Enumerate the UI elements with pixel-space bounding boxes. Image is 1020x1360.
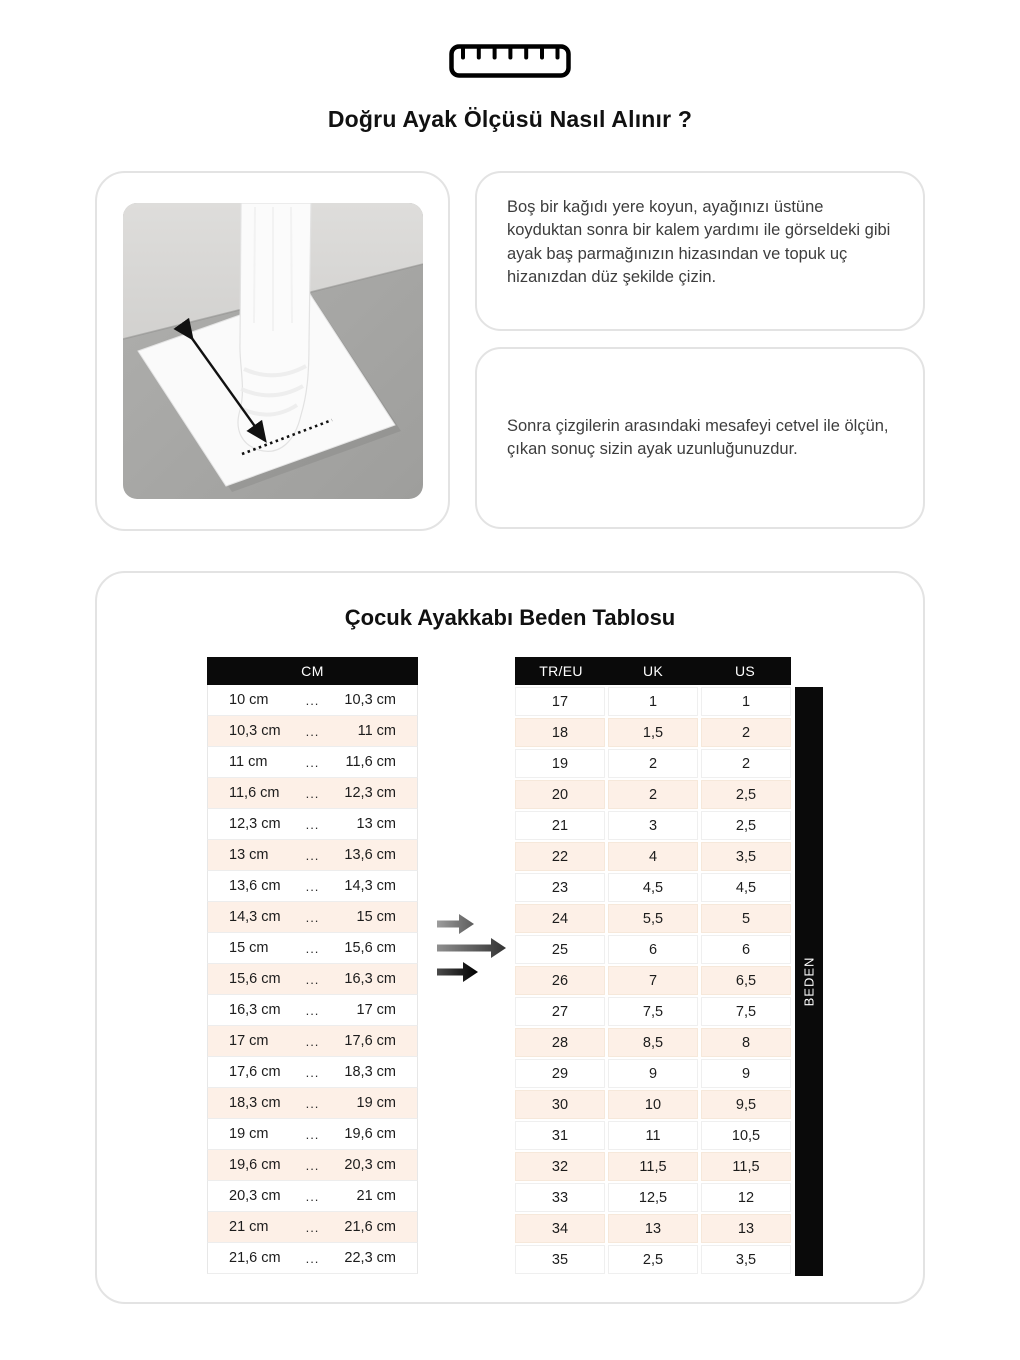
size-header-us: US xyxy=(734,663,756,679)
cm-range-from: 11,6 cm xyxy=(229,785,280,801)
size-header-tr-eu: TR/EU xyxy=(539,663,583,679)
cm-table-header: CM xyxy=(207,657,418,685)
cm-range-to: 21,6 cm xyxy=(344,1219,396,1235)
size-cell-tr-eu: 23 xyxy=(515,873,605,902)
cm-range-to: 20,3 cm xyxy=(344,1157,396,1173)
size-cell-us: 9,5 xyxy=(701,1090,791,1119)
size-table xyxy=(515,657,791,1274)
size-cell-tr-eu: 22 xyxy=(515,842,605,871)
range-dots: ... xyxy=(305,1157,320,1173)
size-cell-us: 7,5 xyxy=(701,997,791,1026)
size-cell-us: 2 xyxy=(701,749,791,778)
range-dots: ... xyxy=(305,847,320,863)
range-dots: ... xyxy=(305,1002,320,1018)
size-cell-us: 3,5 xyxy=(701,1245,791,1274)
instruction-step-1 xyxy=(475,171,925,331)
range-dots: ... xyxy=(305,754,320,770)
cm-range-to: 18,3 cm xyxy=(344,1064,396,1080)
size-cell-tr-eu: 19 xyxy=(515,749,605,778)
size-cell-tr-eu: 26 xyxy=(515,966,605,995)
cm-range-to: 22,3 cm xyxy=(344,1250,396,1266)
cm-range-to: 19 cm xyxy=(356,1095,396,1111)
size-table-body xyxy=(515,687,791,1274)
size-cell-tr-eu: 32 xyxy=(515,1152,605,1181)
range-dots: ... xyxy=(305,878,320,894)
size-cell-us: 12 xyxy=(701,1183,791,1212)
size-cell-us: 4,5 xyxy=(701,873,791,902)
ruler-icon xyxy=(449,44,571,78)
cm-table-row xyxy=(207,1181,418,1212)
cm-range-from: 17 cm xyxy=(229,1033,269,1049)
size-cell-uk: 4,5 xyxy=(608,873,698,902)
cm-table-row xyxy=(207,902,418,933)
size-cell-uk: 5,5 xyxy=(608,904,698,933)
cm-table-row xyxy=(207,871,418,902)
size-cell-us: 5 xyxy=(701,904,791,933)
size-cell-us: 10,5 xyxy=(701,1121,791,1150)
size-cell-uk: 2 xyxy=(608,749,698,778)
cm-table-row xyxy=(207,685,418,716)
size-cell-us: 9 xyxy=(701,1059,791,1088)
beden-side-label: BEDEN xyxy=(801,956,817,1007)
size-cell-uk: 10 xyxy=(608,1090,698,1119)
cm-table-row xyxy=(207,1088,418,1119)
cm-table xyxy=(207,657,418,1276)
cm-range-to: 13,6 cm xyxy=(344,847,396,863)
instruction-step-2-text: Sonra çizgilerin arasındaki mesafeyi cetvel ile ölçün, çıkan sonuç sizin ayak uzunluğunuzdur. xyxy=(507,416,889,458)
cm-table-row xyxy=(207,1243,418,1274)
size-cell-us: 6 xyxy=(701,935,791,964)
size-cell-us: 1 xyxy=(701,687,791,716)
transfer-arrows-icon xyxy=(436,914,508,982)
size-cell-tr-eu: 24 xyxy=(515,904,605,933)
size-cell-uk: 1 xyxy=(608,687,698,716)
cm-range-from: 11 cm xyxy=(229,754,268,770)
size-cell-uk: 1,5 xyxy=(608,718,698,747)
cm-range-from: 18,3 cm xyxy=(229,1095,281,1111)
cm-range-to: 15 cm xyxy=(356,909,396,925)
size-cell-us: 2 xyxy=(701,718,791,747)
cm-table-row xyxy=(207,995,418,1026)
cm-range-from: 21 cm xyxy=(229,1219,269,1235)
cm-range-from: 20,3 cm xyxy=(229,1188,281,1204)
size-cell-uk: 13 xyxy=(608,1214,698,1243)
cm-table-row xyxy=(207,809,418,840)
instruction-step-1-text: Boş bir kağıdı yere koyun, ayağınızı üstüne koyduktan sonra bir kalem yardımı ile görseldeki gibi ayak baş parmağınızın hizasından ve topuk uç hizanızdan düz şekilde çizin. xyxy=(507,198,891,287)
cm-range-from: 21,6 cm xyxy=(229,1250,281,1266)
cm-range-from: 15,6 cm xyxy=(229,971,281,987)
size-cell-tr-eu: 34 xyxy=(515,1214,605,1243)
cm-range-from: 19,6 cm xyxy=(229,1157,281,1173)
cm-range-from: 15 cm xyxy=(229,940,269,956)
range-dots: ... xyxy=(305,1219,320,1235)
size-cell-us: 2,5 xyxy=(701,811,791,840)
cm-range-to: 19,6 cm xyxy=(344,1126,396,1142)
page-title: Doğru Ayak Ölçüsü Nasıl Alınır ? xyxy=(327,106,693,132)
cm-range-to: 16,3 cm xyxy=(344,971,396,987)
size-cell-uk: 11 xyxy=(608,1121,698,1150)
cm-range-to: 11 cm xyxy=(357,723,396,739)
cm-table-row xyxy=(207,1119,418,1150)
size-cell-uk: 12,5 xyxy=(608,1183,698,1212)
range-dots: ... xyxy=(305,723,320,739)
cm-range-from: 12,3 cm xyxy=(229,816,281,832)
cm-table-row xyxy=(207,1212,418,1243)
size-cell-uk: 8,5 xyxy=(608,1028,698,1057)
cm-table-row xyxy=(207,747,418,778)
range-dots: ... xyxy=(305,1188,320,1204)
cm-range-from: 13,6 cm xyxy=(229,878,281,894)
cm-range-from: 17,6 cm xyxy=(229,1064,281,1080)
cm-range-to: 10,3 cm xyxy=(344,692,396,708)
cm-table-body xyxy=(207,685,418,1274)
size-cell-tr-eu: 30 xyxy=(515,1090,605,1119)
size-chart-card xyxy=(95,571,925,1304)
range-dots: ... xyxy=(305,692,320,708)
size-chart-title: Çocuk Ayakkabı Beden Tablosu xyxy=(344,605,676,630)
size-cell-us: 11,5 xyxy=(701,1152,791,1181)
range-dots: ... xyxy=(305,1095,320,1111)
size-cell-tr-eu: 20 xyxy=(515,780,605,809)
cm-range-from: 10 cm xyxy=(229,692,269,708)
size-cell-us: 6,5 xyxy=(701,966,791,995)
size-cell-uk: 3 xyxy=(608,811,698,840)
page-header xyxy=(0,0,1020,133)
foot-photo-card xyxy=(95,171,450,531)
cm-range-from: 19 cm xyxy=(229,1126,269,1142)
cm-range-to: 15,6 cm xyxy=(344,940,396,956)
size-cell-uk: 7,5 xyxy=(608,997,698,1026)
size-table-header xyxy=(515,657,791,685)
size-cell-uk: 9 xyxy=(608,1059,698,1088)
cm-range-to: 12,3 cm xyxy=(344,785,396,801)
size-cell-uk: 7 xyxy=(608,966,698,995)
range-dots: ... xyxy=(305,971,320,987)
cm-table-row xyxy=(207,716,418,747)
cm-table-row xyxy=(207,1150,418,1181)
cm-range-from: 16,3 cm xyxy=(229,1002,281,1018)
beden-side-bar xyxy=(795,687,823,1276)
size-cell-uk: 2 xyxy=(608,780,698,809)
size-cell-tr-eu: 35 xyxy=(515,1245,605,1274)
range-dots: ... xyxy=(305,816,320,832)
cm-range-from: 10,3 cm xyxy=(229,723,281,739)
size-cell-tr-eu: 33 xyxy=(515,1183,605,1212)
instructions-section xyxy=(95,171,925,531)
size-cell-us: 13 xyxy=(701,1214,791,1243)
size-header-uk: UK xyxy=(642,663,664,679)
range-dots: ... xyxy=(305,909,320,925)
range-dots: ... xyxy=(305,1126,320,1142)
size-cell-us: 3,5 xyxy=(701,842,791,871)
range-dots: ... xyxy=(305,785,320,801)
foot-measurement-photo xyxy=(123,203,423,499)
size-cell-uk: 2,5 xyxy=(608,1245,698,1274)
size-cell-tr-eu: 18 xyxy=(515,718,605,747)
cm-table-row xyxy=(207,778,418,809)
cm-table-row xyxy=(207,1057,418,1088)
cm-range-to: 17 cm xyxy=(356,1002,396,1018)
cm-table-row xyxy=(207,840,418,871)
cm-table-row xyxy=(207,1026,418,1057)
instruction-step-2 xyxy=(475,347,925,529)
range-dots: ... xyxy=(305,1250,320,1266)
cm-table-row xyxy=(207,964,418,995)
cm-range-to: 13 cm xyxy=(356,816,396,832)
size-cell-us: 2,5 xyxy=(701,780,791,809)
size-cell-uk: 6 xyxy=(608,935,698,964)
size-cell-uk: 11,5 xyxy=(608,1152,698,1181)
size-cell-tr-eu: 28 xyxy=(515,1028,605,1057)
cm-range-to: 11,6 cm xyxy=(345,754,396,770)
cm-range-to: 17,6 cm xyxy=(344,1033,396,1049)
range-dots: ... xyxy=(305,940,320,956)
size-cell-us: 8 xyxy=(701,1028,791,1057)
cm-range-from: 14,3 cm xyxy=(229,909,281,925)
size-cell-tr-eu: 31 xyxy=(515,1121,605,1150)
size-cell-tr-eu: 21 xyxy=(515,811,605,840)
cm-range-from: 13 cm xyxy=(229,847,269,863)
range-dots: ... xyxy=(305,1033,320,1049)
cm-table-row xyxy=(207,933,418,964)
size-cell-uk: 4 xyxy=(608,842,698,871)
size-cell-tr-eu: 27 xyxy=(515,997,605,1026)
range-dots: ... xyxy=(305,1064,320,1080)
cm-range-to: 21 cm xyxy=(356,1188,396,1204)
size-cell-tr-eu: 25 xyxy=(515,935,605,964)
size-cell-tr-eu: 17 xyxy=(515,687,605,716)
size-cell-tr-eu: 29 xyxy=(515,1059,605,1088)
cm-range-to: 14,3 cm xyxy=(344,878,396,894)
